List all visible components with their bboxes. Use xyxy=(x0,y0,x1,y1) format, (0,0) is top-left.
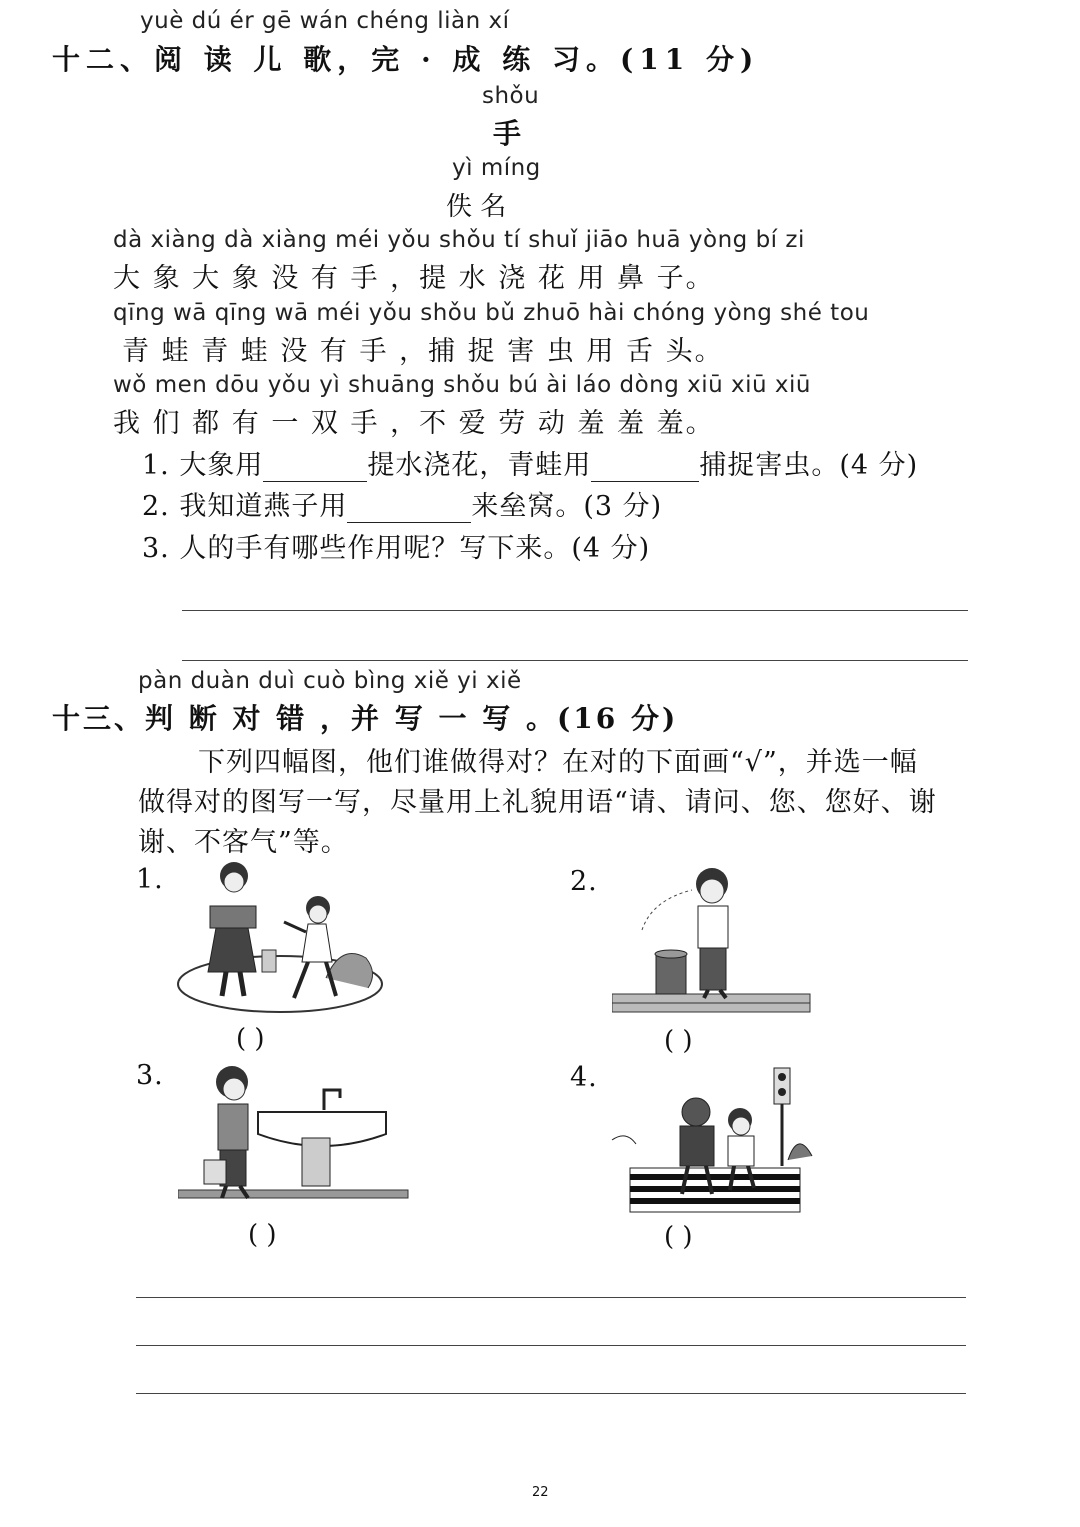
section13-instruction-3: 谢、不客气”等。 xyxy=(138,827,349,858)
children-carrying-books-illustration xyxy=(176,858,388,1018)
poem-author-pinyin: yì míng xyxy=(452,155,541,181)
q1-text-a: 1. 大象用 xyxy=(142,450,264,481)
q1-blank-1[interactable] xyxy=(263,451,367,482)
question-3: 3. 人的手有哪些作用呢？写下来。(4 分) xyxy=(142,533,651,564)
boy-littering-illustration xyxy=(612,858,812,1020)
item-2-answer-paren[interactable]: ( ) xyxy=(664,1026,693,1056)
q1-blank-2[interactable] xyxy=(591,451,699,482)
poem-line3: 我 们 都 有 一 双 手 ，不 爱 劳 动 羞 羞 羞。 xyxy=(113,408,715,439)
question-1 xyxy=(142,443,918,482)
poem-line1: 大 象 大 象 没 有 手 ，提 水 浇 花 用 鼻 子。 xyxy=(113,263,715,294)
section12-pinyin: yuè dú ér gē wán chéng liàn xí xyxy=(140,8,510,34)
poem-line1-pinyin: dà xiàng dà xiàng méi yǒu shǒu tí shuǐ jiāo huā yòng bí zi xyxy=(113,227,805,253)
item-3-number: 3. xyxy=(136,1060,164,1091)
poem-line3-pinyin: wǒ men dōu yǒu yì shuāng shǒu bú ài láo dòng xiū xiū xiū xyxy=(113,372,811,398)
q1-text-c: 捕捉害虫。(4 分) xyxy=(699,450,919,481)
section12-title: 十二、阅 读 儿 歌，完 · 成 练 习。(11 分) xyxy=(52,43,760,76)
q2-blank[interactable] xyxy=(347,492,471,523)
writing-line-2[interactable] xyxy=(136,1345,966,1346)
poem-line2-pinyin: qīng wā qīng wā méi yǒu shǒu bǔ zhuō hài chóng yòng shé tou xyxy=(113,300,870,326)
item-4-answer-paren[interactable]: ( ) xyxy=(664,1222,693,1252)
poem-title-pinyin: shǒu xyxy=(482,83,540,109)
writing-line-1[interactable] xyxy=(136,1297,966,1298)
q2-text-b: 来垒窝。(3 分) xyxy=(471,491,663,522)
poem-title: 手 xyxy=(493,117,522,150)
answer-line-q3-1[interactable] xyxy=(182,610,968,611)
item-3-answer-paren[interactable]: ( ) xyxy=(248,1220,277,1250)
page-number: 22 xyxy=(532,1485,549,1500)
item-1-number: 1. xyxy=(136,864,164,895)
q2-text-a: 2. 我知道燕子用 xyxy=(142,491,348,522)
boy-helping-elder-cross-street-illustration xyxy=(608,1062,814,1214)
section13-instruction-1: 下列四幅图，他们谁做得对？在对的下面画“√”，并选一幅 xyxy=(198,747,918,778)
section13-pinyin: pàn duàn duì cuò bìng xiě yi xiě xyxy=(138,668,522,694)
item-1-answer-paren[interactable]: ( ) xyxy=(236,1024,265,1054)
q1-text-b: 提水浇花，青蛙用 xyxy=(367,450,592,481)
poem-author: 佚 名 xyxy=(446,192,507,222)
answer-line-q3-2[interactable] xyxy=(182,660,968,661)
boy-at-water-tap-illustration xyxy=(178,1060,410,1212)
section13-instruction-2: 做得对的图写一写，尽量用上礼貌用语“请、请问、您、您好、谢 xyxy=(138,787,937,818)
question-2 xyxy=(142,484,662,523)
item-4-number: 4. xyxy=(570,1062,598,1093)
poem-line2: 青 蛙 青 蛙 没 有 手 ，捕 捉 害 虫 用 舌 头。 xyxy=(122,336,724,367)
item-2-number: 2. xyxy=(570,866,598,897)
section13-title: 十三、判 断 对 错 ，并 写 一 写 。(16 分) xyxy=(52,702,679,735)
writing-line-3[interactable] xyxy=(136,1393,966,1394)
